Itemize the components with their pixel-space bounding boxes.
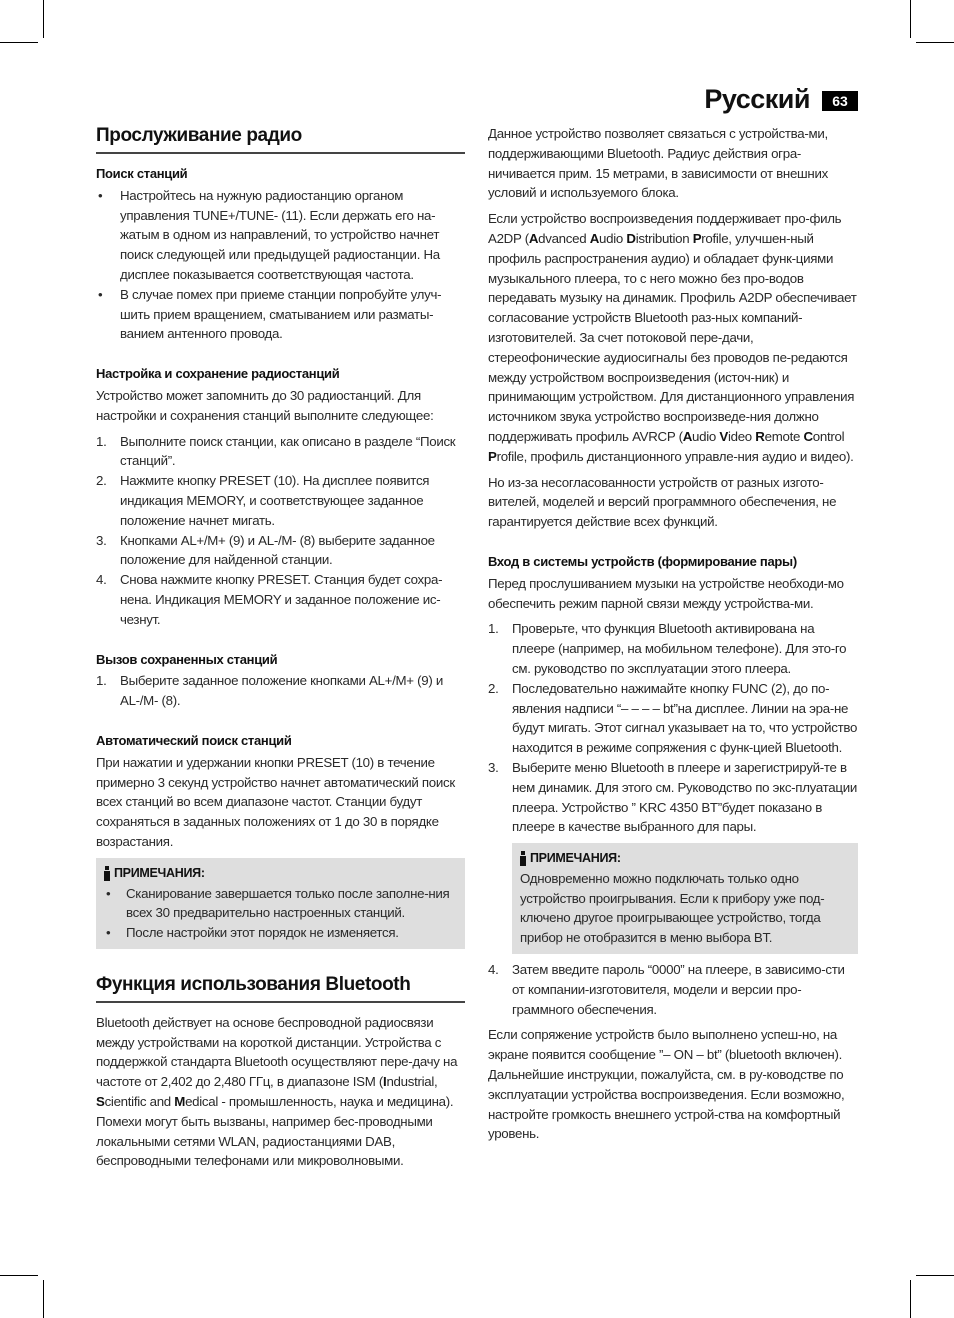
pairing-steps-continued: [488, 960, 858, 1019]
info-icon: [520, 851, 526, 866]
subheading-search: Поиск станций: [96, 166, 188, 181]
section-title-bluetooth: Функция использования Bluetooth: [96, 973, 465, 1003]
search-list: [96, 186, 465, 344]
paragraph: Bluetooth действует на основе беспроводной радиосвязи между устройствами на короткой дистанции. Устройства с поддержкой стандарта Bluetooth осуществляют пере-дачу на частоте от 2,402 до 2,480 ГГц, в диапазоне ISM (Industrial, Scientific and Medical - промышленность, наука и медицина). Помехи могут быть вызваны, например бес-проводными локальными сетями WLAN, радиостанциями DAB, беспроводными телефонами или микроволновыми.: [96, 1014, 458, 1169]
note-text: Одновременно можно подключать только одно устройство проигрывания. Если к прибору уже под-ключено другое проигрывающее устройство, тогда прибор не отобразится в меню выбора BT.: [520, 870, 825, 946]
crop-mark: [0, 1275, 38, 1276]
subheading-store: Настройка и сохранение радиостанций: [96, 366, 340, 382]
list-item: 4. Снова нажмите кнопку PRESET. Станция будет сохра-нена. Индикация MEMORY и заданное положение ис-чезнут.: [96, 572, 443, 627]
list-item: • После настройки этот порядок не изменяется.: [104, 923, 457, 943]
list-item: • В случае помех при приеме станции попробуйте улуч-шить прием вращением, сматыванием или разматы-ванием антенного провода.: [96, 285, 465, 344]
list-item: 1. Выберите заданное положение кнопками AL+/M+ (9) и AL-/M- (8).: [96, 673, 444, 709]
note-box: [512, 843, 858, 954]
crop-mark: [910, 1280, 911, 1318]
list-item: 4. Затем введите пароль “0000” на плеере, в зависимо-сти от компании-изготовителя, модели и версии про-граммного обеспечения.: [488, 962, 845, 1017]
crop-mark: [43, 1280, 44, 1318]
paragraph: Если сопряжение устройств было выполнено успеш-но, на экране появится сообщение ”– ON – bt” (bluetooth включен). Дальнейшие инструкции, пожалуйста, см. в ру-ководстве по эксплуатации устройства воспроизведения. Если возможно, настройте громкость внешнего устрой-ства на комфортный уровень.: [488, 1027, 845, 1142]
left-column: [96, 124, 465, 1177]
note-box: [96, 858, 465, 949]
list-item: 2. Последовательно нажимайте кнопку FUNC (2), до по-явления надписи “– – – – bt”на дисплее. Линии на эра-не будут мигать. Этот сигнал указывает на то, что устройство находится в режиме сопряжения с функ-цией Bluetooth.: [488, 680, 858, 756]
section-title-radio: Прослуживание радио: [96, 124, 465, 154]
crop-mark: [916, 1275, 954, 1276]
paragraph: Если устройство воспроизведения поддерживает про-филь A2DP (Advanced Audio Distribution Profile, улучшен-ный профиль распространения аудио) и обладает функ-циями музыкального плеера, то с него можно без про-водов передавать музыку на динамик. Профиль A2DP обеспечивает согласование устройств Bluetooth раз-ных компаний-изготовителей. За счет потоковой пере-дачи, стереофонические аудиосигналы без проводов пе-редаются между устройством воспроизведения (источ-ник) и принимающим устройством. Для дистанционного управления источником звука устройство воспроизведе-ния должно поддерживать профиль AVRCP (Audio Video Remote Control Profile, профиль дистанционного управле-ния аудио и видео).: [488, 211, 857, 464]
note-title: ПРИМЕЧАНИЯ:: [114, 865, 205, 880]
info-icon: [104, 866, 110, 881]
crop-mark: [916, 42, 954, 43]
list-item: • Сканирование завершается только после заполне-ния всех 30 предварительно настроенных станций.: [104, 884, 457, 924]
crop-mark: [910, 0, 911, 38]
crop-mark: [0, 42, 38, 43]
paragraph: При нажатии и удержании кнопки PRESET (10) в течение примерно 3 секунд устройство начнет автоматический поиск всех станций во всем диапазоне частот. Станции будут сохраняться в заданных положениях от 1 до 30 в порядке возрастания.: [96, 754, 455, 849]
paragraph: Данное устройство позволяет связаться с устройства-ми, поддерживающими Bluetooth. Радиус действия огра-ничивается прим. 15 метрами, в зависимости от внешних условий и используемого блока.: [488, 126, 828, 201]
subheading-recall: Вызов сохраненных станций: [96, 651, 278, 667]
subheading-pairing: Вход в системы устройств (формирование пары): [488, 553, 797, 569]
store-steps: [96, 432, 465, 630]
note-list: [104, 884, 457, 943]
recall-steps: [96, 671, 465, 711]
list-item: 3. Кнопками AL+/M+ (9) и AL-/M- (8) выберите заданное положение для найденной станции.: [96, 532, 435, 568]
list-item: 2. Нажмите кнопку PRESET (10). На дисплее появится индикация MEMORY, и соответствующее заданное положение начнет мигать.: [96, 473, 430, 528]
right-column: [488, 124, 858, 1150]
list-item: 1. Выполните поиск станции, как описано в разделе “Поиск станций”.: [96, 433, 456, 469]
crop-mark: [43, 0, 44, 38]
language-title: Русский: [704, 84, 810, 114]
page-number: 63: [822, 91, 858, 111]
paragraph: Но из-за несогласованности устройств от разных изгото-вителей, моделей и версий программного обеспечения, не гарантируется действие всех функций.: [488, 474, 837, 530]
list-item: 3. Выберите меню Bluetooth в плеере и зарегистрируй-те в нем динамик. Для этого см. Руководство по экс-плуатации плеера. Устройство ” KRC 4350 BT”будет показано в плеере в качестве выбранного для пары.: [488, 759, 857, 835]
list-item: • Настройтесь на нужную радиостанцию органом управления TUNE+/TUNE- (11). Если держать его на-жатым в одном из направлений, то устройство начнет поиск следующей или предыдущей радиостанции. На дисплее показывается соответствующая частота.: [96, 186, 465, 285]
subheading-auto: Автоматический поиск станций: [96, 732, 292, 748]
pairing-steps: [488, 619, 858, 837]
paragraph: Перед прослушиванием музыки на устройстве необходи-мо обеспечить режим парной связи между устройства-ми.: [488, 575, 844, 611]
note-title: ПРИМЕЧАНИЯ:: [530, 851, 621, 866]
paragraph: Устройство может запомнить до 30 радиостанций. Для настройки и сохранения станций выполните следующее:: [96, 387, 434, 423]
list-item: 1. Проверьте, что функция Bluetooth активирована на плеере (например, на мобильном телефоне). Для это-го см. руководство по эксплуатации этого плеера.: [488, 621, 847, 676]
